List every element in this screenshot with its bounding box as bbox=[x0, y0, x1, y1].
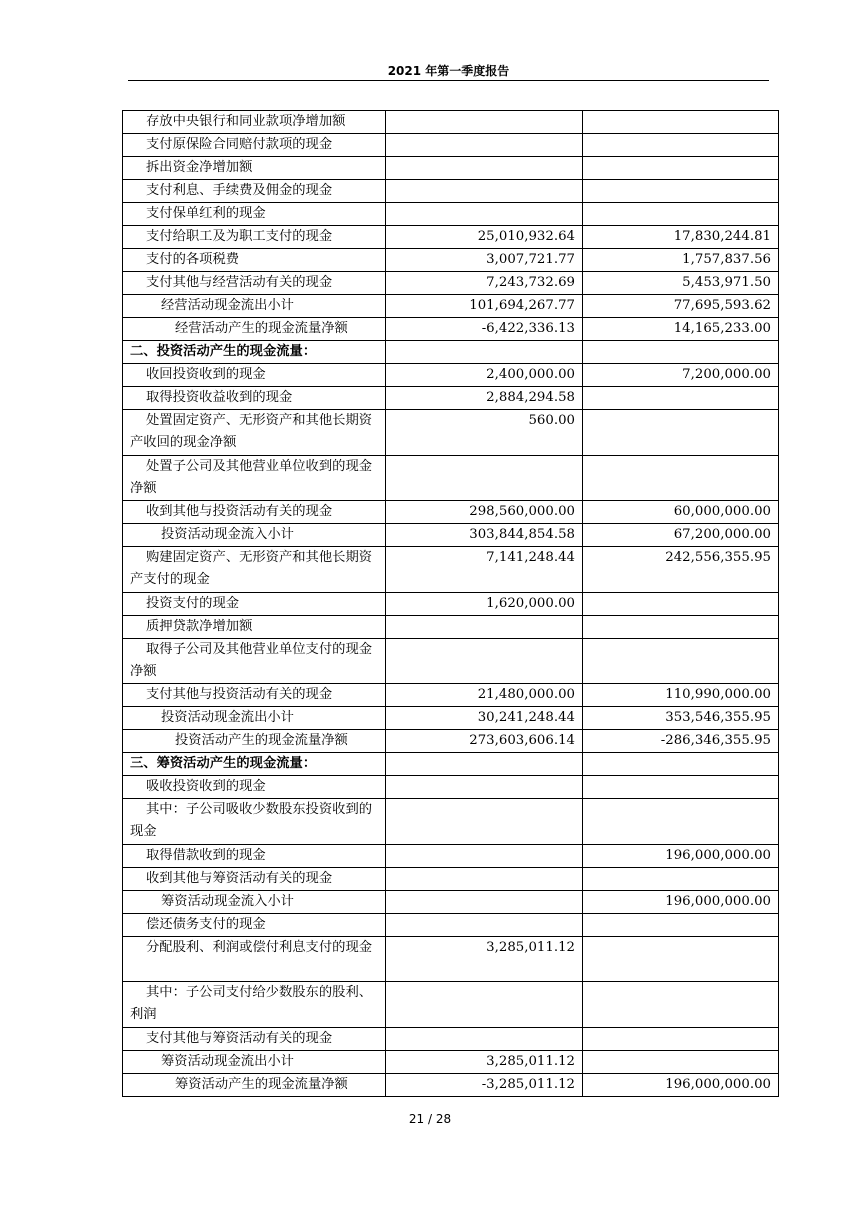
table-row bbox=[123, 111, 779, 134]
prior-period-value bbox=[583, 753, 779, 776]
item-label: 支付的各项税费 bbox=[123, 249, 386, 272]
item-label: 分配股利、利润或偿付利息支付的现金 bbox=[123, 936, 386, 982]
current-period-value bbox=[386, 638, 583, 684]
item-label: 支付其他与投资活动有关的现金 bbox=[123, 684, 386, 707]
current-period-value bbox=[386, 913, 583, 936]
current-period-value: 25,010,932.64 bbox=[386, 226, 583, 249]
prior-period-value bbox=[583, 1050, 779, 1073]
prior-period-value: 17,830,244.81 bbox=[583, 226, 779, 249]
item-label: 投资活动现金流入小计 bbox=[123, 524, 386, 547]
item-label: 吸收投资收到的现金 bbox=[123, 776, 386, 799]
item-label: 支付利息、手续费及佣金的现金 bbox=[123, 180, 386, 203]
current-period-value bbox=[386, 867, 583, 890]
prior-period-value bbox=[583, 799, 779, 845]
prior-period-value: 77,695,593.62 bbox=[583, 295, 779, 318]
net-amount-row bbox=[123, 1073, 779, 1096]
prior-period-value bbox=[583, 592, 779, 615]
prior-period-value bbox=[583, 157, 779, 180]
current-period-value bbox=[386, 180, 583, 203]
table-row bbox=[123, 684, 779, 707]
table-row bbox=[123, 982, 779, 1028]
prior-period-value bbox=[583, 615, 779, 638]
table-row bbox=[123, 776, 779, 799]
item-label: 收到其他与投资活动有关的现金 bbox=[123, 501, 386, 524]
table-row bbox=[123, 592, 779, 615]
prior-period-value bbox=[583, 410, 779, 456]
current-period-value bbox=[386, 799, 583, 845]
current-period-value: 7,243,732.69 bbox=[386, 272, 583, 295]
item-label: 处置子公司及其他营业单位收到的现金净额 bbox=[123, 455, 386, 501]
current-period-value: -6,422,336.13 bbox=[386, 318, 583, 341]
table-row bbox=[123, 913, 779, 936]
current-period-value: 2,400,000.00 bbox=[386, 364, 583, 387]
item-label: 经营活动产生的现金流量净额 bbox=[123, 318, 386, 341]
section-heading: 二、投资活动产生的现金流量： bbox=[123, 341, 386, 364]
page-number: 21 / 28 bbox=[408, 1112, 452, 1126]
table-row bbox=[123, 203, 779, 226]
item-label: 支付保单红利的现金 bbox=[123, 203, 386, 226]
item-label: 收回投资收到的现金 bbox=[123, 364, 386, 387]
item-label: 筹资活动产生的现金流量净额 bbox=[123, 1073, 386, 1096]
prior-period-value: 110,990,000.00 bbox=[583, 684, 779, 707]
table-row bbox=[123, 1027, 779, 1050]
current-period-value bbox=[386, 982, 583, 1028]
item-label: 收到其他与筹资活动有关的现金 bbox=[123, 867, 386, 890]
prior-period-value: 196,000,000.00 bbox=[583, 844, 779, 867]
prior-period-value: 196,000,000.00 bbox=[583, 1073, 779, 1096]
prior-period-value: 60,000,000.00 bbox=[583, 501, 779, 524]
item-label: 支付其他与经营活动有关的现金 bbox=[123, 272, 386, 295]
subtotal-row bbox=[123, 524, 779, 547]
item-label: 投资活动现金流出小计 bbox=[123, 707, 386, 730]
item-label: 支付给职工及为职工支付的现金 bbox=[123, 226, 386, 249]
prior-period-value: 5,453,971.50 bbox=[583, 272, 779, 295]
prior-period-value bbox=[583, 913, 779, 936]
item-label: 筹资活动现金流入小计 bbox=[123, 890, 386, 913]
item-label: 其中：子公司支付给少数股东的股利、利润 bbox=[123, 982, 386, 1028]
prior-period-value bbox=[583, 203, 779, 226]
net-amount-row bbox=[123, 318, 779, 341]
table-row bbox=[123, 638, 779, 684]
current-period-value bbox=[386, 776, 583, 799]
item-label: 投资活动产生的现金流量净额 bbox=[123, 730, 386, 753]
current-period-value bbox=[386, 615, 583, 638]
prior-period-value: 196,000,000.00 bbox=[583, 890, 779, 913]
item-label: 筹资活动现金流出小计 bbox=[123, 1050, 386, 1073]
table-row bbox=[123, 157, 779, 180]
item-label: 取得子公司及其他营业单位支付的现金净额 bbox=[123, 638, 386, 684]
current-period-value: 101,694,267.77 bbox=[386, 295, 583, 318]
item-label: 拆出资金净增加额 bbox=[123, 157, 386, 180]
table-row bbox=[123, 455, 779, 501]
current-period-value: 21,480,000.00 bbox=[386, 684, 583, 707]
prior-period-value bbox=[583, 638, 779, 684]
current-period-value bbox=[386, 1027, 583, 1050]
table-row bbox=[123, 615, 779, 638]
prior-period-value: 242,556,355.95 bbox=[583, 547, 779, 593]
current-period-value: 1,620,000.00 bbox=[386, 592, 583, 615]
item-label: 其中：子公司吸收少数股东投资收到的现金 bbox=[123, 799, 386, 845]
table-row bbox=[123, 134, 779, 157]
current-period-value: 303,844,854.58 bbox=[386, 524, 583, 547]
subtotal-row bbox=[123, 707, 779, 730]
header-divider bbox=[128, 80, 769, 81]
current-period-value bbox=[386, 157, 583, 180]
current-period-value bbox=[386, 203, 583, 226]
subtotal-row bbox=[123, 890, 779, 913]
item-label: 存放中央银行和同业款项净增加额 bbox=[123, 111, 386, 134]
current-period-value: 273,603,606.14 bbox=[386, 730, 583, 753]
prior-period-value bbox=[583, 341, 779, 364]
table-row bbox=[123, 547, 779, 593]
prior-period-value bbox=[583, 111, 779, 134]
table-row bbox=[123, 867, 779, 890]
current-period-value: 298,560,000.00 bbox=[386, 501, 583, 524]
cash-flow-table bbox=[122, 110, 779, 1097]
prior-period-value: 7,200,000.00 bbox=[583, 364, 779, 387]
current-period-value bbox=[386, 455, 583, 501]
table-row bbox=[123, 844, 779, 867]
prior-period-value: 14,165,233.00 bbox=[583, 318, 779, 341]
current-period-value: 560.00 bbox=[386, 410, 583, 456]
prior-period-value bbox=[583, 180, 779, 203]
prior-period-value bbox=[583, 936, 779, 982]
current-period-value: 3,285,011.12 bbox=[386, 1050, 583, 1073]
item-label: 投资支付的现金 bbox=[123, 592, 386, 615]
current-period-value bbox=[386, 753, 583, 776]
current-period-value: 2,884,294.58 bbox=[386, 387, 583, 410]
prior-period-value: 67,200,000.00 bbox=[583, 524, 779, 547]
current-period-value: 30,241,248.44 bbox=[386, 707, 583, 730]
prior-period-value: 353,546,355.95 bbox=[583, 707, 779, 730]
item-label: 购建固定资产、无形资产和其他长期资产支付的现金 bbox=[123, 547, 386, 593]
section-heading-row bbox=[123, 341, 779, 364]
prior-period-value bbox=[583, 387, 779, 410]
item-label: 支付其他与筹资活动有关的现金 bbox=[123, 1027, 386, 1050]
table-row bbox=[123, 364, 779, 387]
current-period-value bbox=[386, 111, 583, 134]
table-row bbox=[123, 501, 779, 524]
table-row bbox=[123, 387, 779, 410]
item-label: 取得投资收益收到的现金 bbox=[123, 387, 386, 410]
net-amount-row bbox=[123, 730, 779, 753]
subtotal-row bbox=[123, 1050, 779, 1073]
prior-period-value: 1,757,837.56 bbox=[583, 249, 779, 272]
prior-period-value bbox=[583, 776, 779, 799]
current-period-value: 3,285,011.12 bbox=[386, 936, 583, 982]
item-label: 偿还债务支付的现金 bbox=[123, 913, 386, 936]
current-period-value bbox=[386, 341, 583, 364]
item-label: 质押贷款净增加额 bbox=[123, 615, 386, 638]
table-row bbox=[123, 936, 779, 982]
section-heading: 三、筹资活动产生的现金流量： bbox=[123, 753, 386, 776]
current-period-value: 7,141,248.44 bbox=[386, 547, 583, 593]
current-period-value: 3,007,721.77 bbox=[386, 249, 583, 272]
table-row bbox=[123, 272, 779, 295]
current-period-value bbox=[386, 844, 583, 867]
table-row bbox=[123, 226, 779, 249]
prior-period-value bbox=[583, 982, 779, 1028]
table-row bbox=[123, 410, 779, 456]
prior-period-value bbox=[583, 455, 779, 501]
section-heading-row bbox=[123, 753, 779, 776]
table-row bbox=[123, 180, 779, 203]
current-period-value bbox=[386, 134, 583, 157]
prior-period-value bbox=[583, 1027, 779, 1050]
current-period-value: -3,285,011.12 bbox=[386, 1073, 583, 1096]
item-label: 取得借款收到的现金 bbox=[123, 844, 386, 867]
prior-period-value bbox=[583, 867, 779, 890]
report-header-title: 2021 年第一季度报告 bbox=[387, 64, 510, 78]
subtotal-row bbox=[123, 295, 779, 318]
item-label: 支付原保险合同赔付款项的现金 bbox=[123, 134, 386, 157]
table-row bbox=[123, 249, 779, 272]
item-label: 经营活动现金流出小计 bbox=[123, 295, 386, 318]
table-row bbox=[123, 799, 779, 845]
item-label: 处置固定资产、无形资产和其他长期资产收回的现金净额 bbox=[123, 410, 386, 456]
current-period-value bbox=[386, 890, 583, 913]
prior-period-value: -286,346,355.95 bbox=[583, 730, 779, 753]
prior-period-value bbox=[583, 134, 779, 157]
